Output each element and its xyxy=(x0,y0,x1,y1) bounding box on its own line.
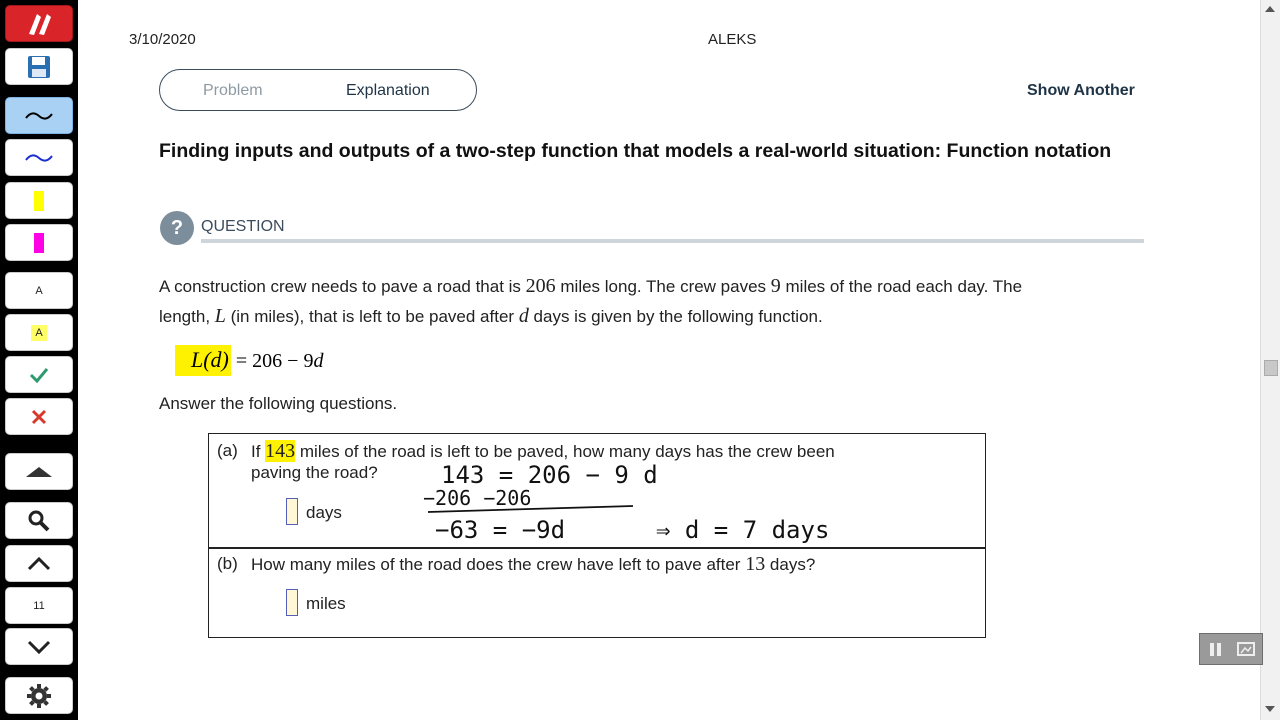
section-divider xyxy=(201,239,1144,243)
show-another-button[interactable]: Show Another xyxy=(1027,82,1135,99)
handwriting-line-1: 143 = 206 − 9 d xyxy=(441,461,658,489)
function-lhs: L(d) xyxy=(175,345,231,376)
part-a-label: (a) xyxy=(217,441,238,460)
scroll-down-arrow-icon[interactable] xyxy=(1265,706,1275,712)
function-rhs: = 206 − 9 xyxy=(230,350,314,372)
text-highlight-tool-button[interactable] xyxy=(5,314,73,351)
part-a-question: If 143 miles of the road is left to be paved, how many days has the crew been xyxy=(251,440,835,462)
app-logo-icon[interactable] xyxy=(5,5,73,42)
vertical-scrollbar[interactable] xyxy=(1260,0,1280,720)
function-definition xyxy=(191,347,323,377)
scroll-top-icon[interactable] xyxy=(5,453,73,490)
part-b-answer-input[interactable] xyxy=(286,589,298,616)
zoom-icon[interactable] xyxy=(5,502,73,539)
answer-table xyxy=(208,433,986,638)
save-icon[interactable] xyxy=(5,48,73,85)
page-down-icon[interactable] xyxy=(5,628,73,665)
document-page xyxy=(78,0,1260,720)
check-icon[interactable] xyxy=(5,356,73,393)
part-a-answer-input[interactable] xyxy=(286,498,298,525)
page-number xyxy=(5,587,73,624)
page-title: Finding inputs and outputs of a two-step function that models a real-world situation: Function notation xyxy=(159,140,1112,162)
part-b-label: (b) xyxy=(217,554,238,573)
tab-problem[interactable]: Problem xyxy=(203,82,263,99)
tab-group xyxy=(159,69,477,111)
instruction-text: Answer the following questions. xyxy=(159,394,398,413)
scrollbar-thumb[interactable] xyxy=(1264,360,1278,376)
text-tool-label: A xyxy=(35,284,43,297)
question-mark-icon: ? xyxy=(160,211,194,245)
highlighter-magenta-button[interactable] xyxy=(5,224,73,261)
pen-blue-button[interactable] xyxy=(5,139,73,176)
question-section-label: QUESTION xyxy=(201,218,285,235)
problem-line-1: A construction crew needs to pave a road that is 206 miles long. The crew paves 9 miles of the road each day. The xyxy=(159,275,1023,297)
scroll-up-arrow-icon[interactable] xyxy=(1265,6,1275,12)
tab-explanation[interactable]: Explanation xyxy=(346,82,430,99)
problem-line-2: length, L (in miles), that is left to be paved after d days is given by the following function. xyxy=(159,305,823,327)
print-date: 3/10/2020 xyxy=(129,31,196,48)
pause-icon[interactable] xyxy=(1200,634,1262,664)
handwriting-line-4: ⇒ d = 7 days xyxy=(656,516,830,544)
table-divider xyxy=(209,547,985,549)
settings-gear-icon[interactable] xyxy=(5,677,73,714)
part-b-unit: miles xyxy=(306,594,346,613)
part-a-question-cont: paving the road? xyxy=(251,463,378,482)
app-name: ALEKS xyxy=(708,31,757,48)
highlighter-yellow-button[interactable] xyxy=(5,182,73,219)
handwriting-line-3: −63 = −9d xyxy=(435,516,566,544)
video-controls xyxy=(1199,633,1263,665)
text-tool-button[interactable] xyxy=(5,272,73,309)
function-var: d xyxy=(313,350,324,372)
handwriting-line-2: −206 −206 xyxy=(423,486,532,510)
annotation-toolbar xyxy=(0,0,78,720)
cross-icon[interactable] xyxy=(5,398,73,435)
part-b-question: How many miles of the road does the crew have left to pave after 13 days? xyxy=(251,553,816,575)
pen-black-button[interactable] xyxy=(5,97,73,134)
part-a-unit: days xyxy=(306,503,342,522)
page-up-icon[interactable] xyxy=(5,545,73,582)
text-highlight-tool-label: A xyxy=(31,325,46,341)
page-number-label: 11 xyxy=(33,599,45,612)
